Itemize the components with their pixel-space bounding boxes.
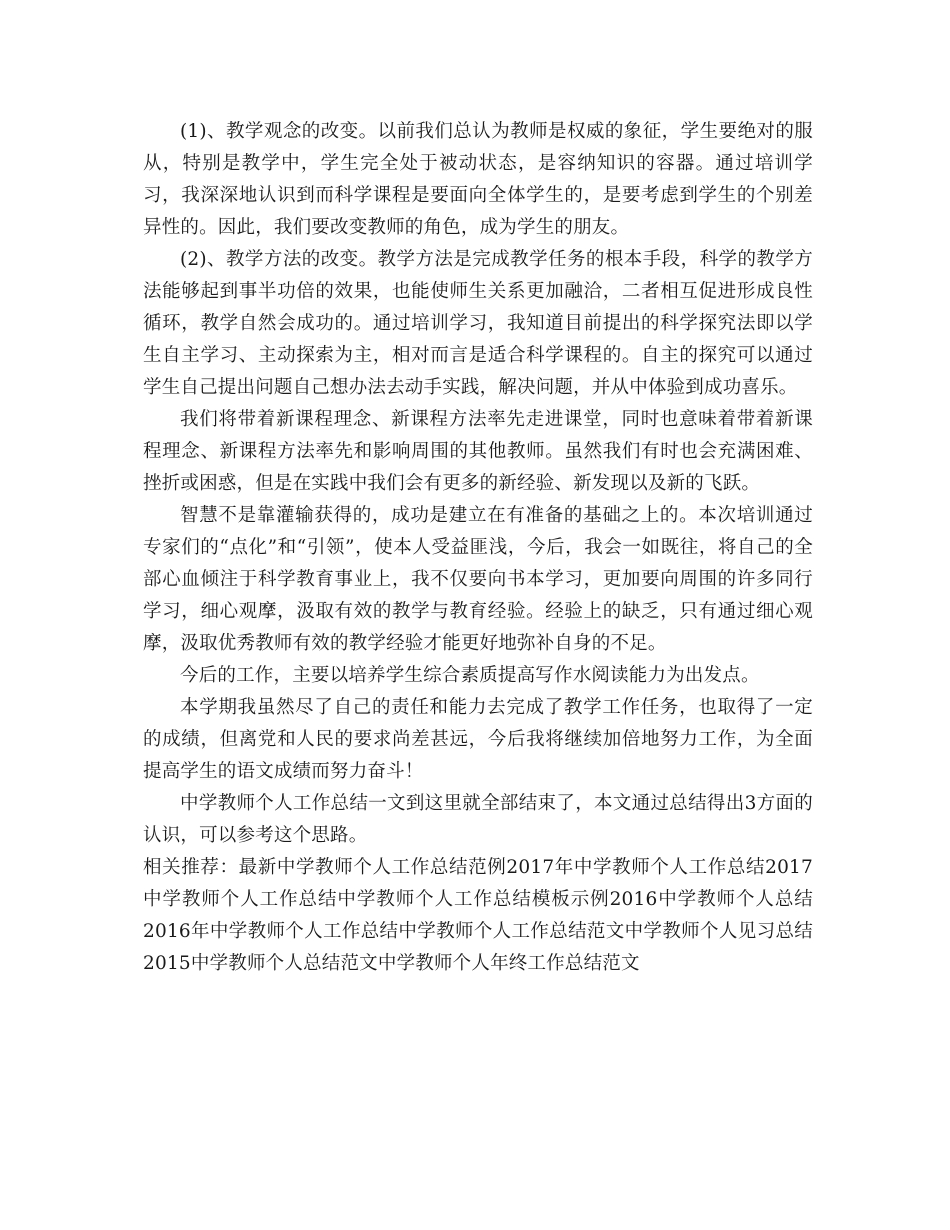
paragraph-conclusion: 中学教师个人工作总结一文到这里就全部结束了，本文通过总结得出3方面的认识，可以参考这个思路。 bbox=[143, 793, 813, 846]
paragraph-new-curriculum: 我们将带着新课程理念、新课程方法率先走进课堂，同时也意味着带着新课程理念、新课程方法率先和影响周围的其他教师。虽然我们有时也会充满困难、挫折或困惑，但是在实践中我们会有更多的新经验、新发现以及新的飞跃。 bbox=[143, 409, 813, 494]
paragraph-teaching-concept: (1)、教学观念的改变。以前我们总认为教师是权威的象征，学生要绝对的服从，特别是教学中，学生完全处于被动状态，是容纳知识的容器。通过培训学习，我深深地认识到而科学课程是要面向全体学生的，是要考虑到学生的个别差异性的。因此，我们要改变教师的角色，成为学生的朋友。 bbox=[143, 121, 813, 238]
document-body bbox=[143, 116, 813, 980]
paragraph-future-work: 今后的工作，主要以培养学生综合素质提高写作水阅读能力为出发点。 bbox=[180, 665, 760, 686]
related-recommendations: 相关推荐：最新中学教师个人工作总结范例2017年中学教师个人工作总结2017中学教师个人工作总结中学教师个人工作总结模板示例2016中学教师个人总结2016年中学教师个人工作总结中学教师个人工作总结范文中学教师个人见习总结2015中学教师个人总结范文中学教师个人年终工作总结范文 bbox=[143, 857, 813, 974]
paragraph-teaching-method: (2)、教学方法的改变。教学方法是完成教学任务的根本手段，科学的教学方法能够起到事半功倍的效果，也能使师生关系更加融洽，二者相互促进形成良性循环，教学自然会成功的。通过培训学习，我知道目前提出的科学探究法即以学生自主学习、主动探索为主，相对而言是适合科学课程的。自主的探究可以通过学生自己提出问题自己想办法去动手实践，解决问题，并从中体验到成功喜乐。 bbox=[143, 249, 813, 398]
paragraph-wisdom: 智慧不是靠灌输获得的，成功是建立在有准备的基础之上的。本次培训通过专家们的“点化”和“引领”，使本人受益匪浅，今后，我会一如既往，将自己的全部心血倾注于科学教育事业上，我不仅要向书本学习，更加要向周围的许多同行学习，细心观摩，汲取有效的教学与教育经验。经验上的缺乏，只有通过细心观摩，汲取优秀教师有效的教学经验才能更好地弥补自身的不足。 bbox=[143, 505, 813, 654]
paragraph-semester-summary: 本学期我虽然尽了自己的责任和能力去完成了教学工作任务，也取得了一定的成绩，但离党和人民的要求尚差甚远，今后我将继续加倍地努力工作，为全面提高学生的语文成绩而努力奋斗！ bbox=[143, 697, 813, 782]
